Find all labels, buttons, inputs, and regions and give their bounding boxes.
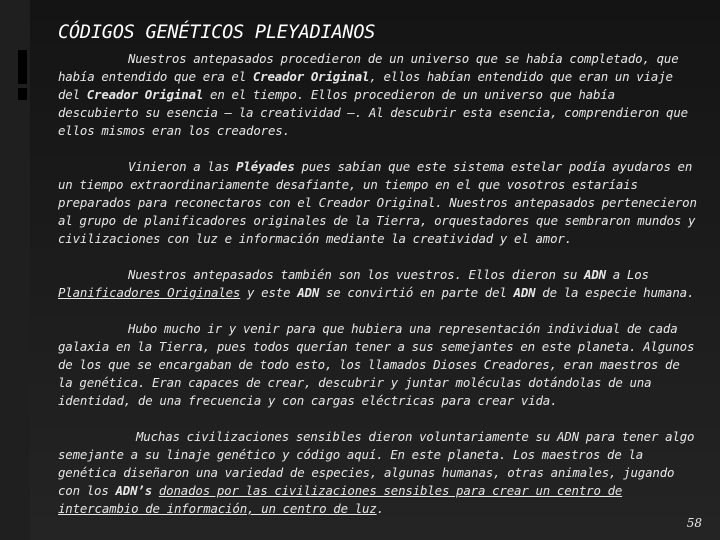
p5-bold-adns: ADN’s (115, 483, 153, 498)
side-bar-lower (18, 88, 27, 100)
slide-title: CÓDIGOS GENÉTICOS PLEYADIANOS (58, 22, 376, 43)
p1-text-a: Nuestros antepasados procedieron de un universo que se había completado, que había entendido que era el (58, 51, 679, 84)
p1-bold-creador-2: Creador Original (86, 87, 204, 102)
p1-text-d: en el tiempo. Ellos procedieron de un universo que había descubierto su esencia – la creatividad –. Al descubrir esta esencia, comprendieron que ellos mismos eran los creadores. (58, 87, 688, 138)
p4-text-a: Hubo mucho ir y venir para que hubiera una representación individual de cada galaxia en la Tierra, pues todos querían tener a sus semejantes en este planeta. Algunos de los que se encargaban de todo esto, los llamados Dioses Creadores, eran maestros de la genética. Eran capaces de crear, descubrir y juntar moléculas dotándolas de una identidad, de una frecuencia y con cargas eléctricas para crear vida. (58, 321, 695, 408)
page-number: 58 (686, 516, 702, 530)
p2-text-c: pues sabían que este sistema estelar podía ayudaros en un tiempo extraordinariamente desafiante, un tiempo en el que vosotros estaríais preparados para reconectaros con el Creador Original. Nuestros antepasados pertenecieron al grupo de planificadores originales de la Tierra, orquestadores que sembraron mundos y civilizaciones con luz e información mediante la creatividad y el amor. (58, 159, 697, 246)
p3-text-d: y este (240, 285, 298, 300)
p3-bold-adn-2: ADN (297, 285, 320, 300)
p3-bold-adn-3: ADN (513, 285, 536, 300)
paragraph-3 (58, 266, 698, 302)
p5-text-c: . (376, 501, 384, 516)
p3-text-e: se convirtió en parte del (319, 285, 514, 300)
paragraph-4 (58, 320, 698, 410)
paragraph-5 (58, 428, 698, 518)
p5-underlined-donados: donados por las civilizaciones sensibles para crear un centro de intercambio de información, un centro de luz (58, 483, 623, 516)
paragraph-2 (58, 158, 698, 248)
p3-text-a: Nuestros antepasados también son los vuestros. Ellos dieron su (128, 267, 585, 282)
p3-text-c: a Los (605, 267, 649, 282)
p5-text-a: Muchas civilizaciones sensibles dieron voluntariamente su ADN para tener algo semejante a su linaje genético y código aquí. En este planeta. Los maestros de la genética diseñaron una variedad de especies, algunas humanas, otras animales, jugando con los (58, 429, 695, 498)
side-bar-upper (18, 50, 27, 84)
p2-text-a: Vinieron a las (128, 159, 237, 174)
paragraph-1 (58, 50, 698, 140)
p3-underlined-planificadores: Planificadores Originales (58, 285, 241, 300)
p3-bold-adn-1: ADN (584, 267, 606, 282)
p2-bold-pleyades: Pléyades (236, 159, 295, 174)
p1-text-c: , ellos habían entendido que eran un viaje del (58, 69, 673, 102)
p1-bold-creador-1: Creador Original (252, 69, 370, 84)
p3-text-f: de la especie humana. (535, 285, 695, 300)
